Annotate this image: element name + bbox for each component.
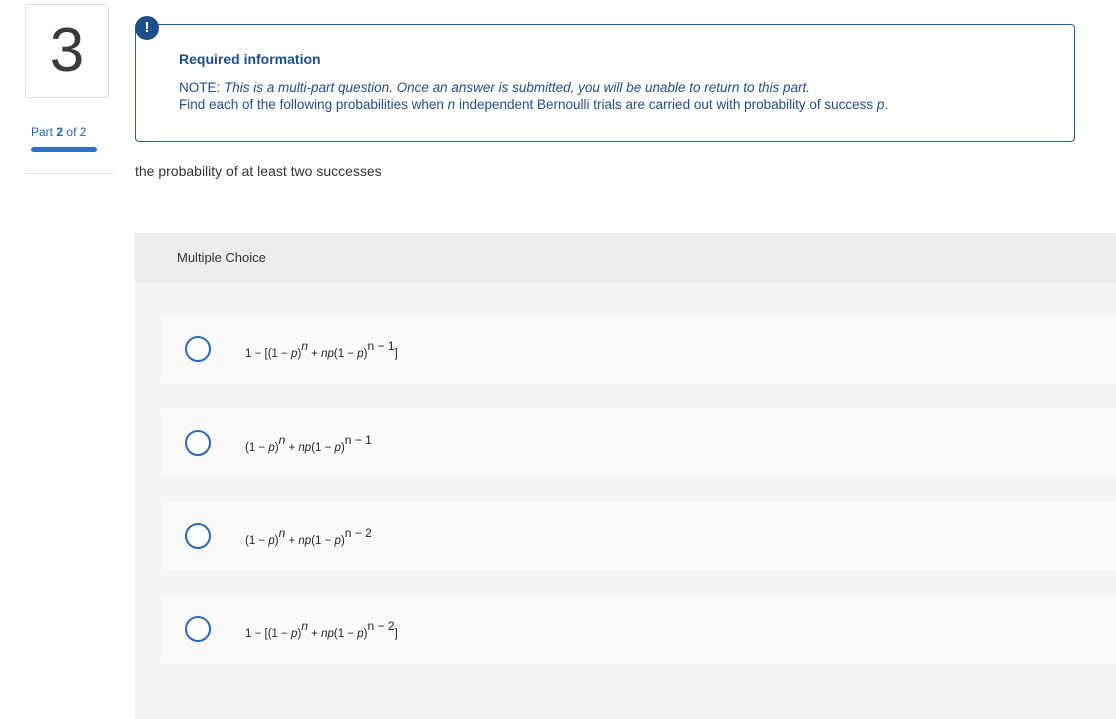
rail-divider [25, 173, 115, 174]
part-indicator [31, 125, 86, 139]
formula-part: ) [297, 627, 302, 640]
radio-button[interactable] [185, 336, 211, 362]
formula-var: p [357, 347, 364, 360]
radio-button[interactable] [185, 523, 211, 549]
formula-part: + [307, 347, 322, 360]
formula-var: p [334, 534, 341, 547]
formula-part: ) [340, 534, 345, 547]
choice-formula [245, 341, 398, 360]
formula-part: (1 − [245, 534, 269, 547]
choice-option-4[interactable] [161, 595, 1116, 663]
formula-exponent: n − 2 [367, 619, 395, 633]
instructions-text-1: Find each of the following probabilities when [179, 97, 448, 112]
note-text: This is a multi-part question. Once an answer is submitted, you will be unable to return to this part. [224, 80, 811, 95]
radio-button[interactable] [185, 430, 211, 456]
formula-exponent: n [278, 526, 286, 540]
instructions-text-3: . [884, 97, 889, 112]
formula-exponent: n [278, 433, 286, 447]
formula-var: p [357, 627, 364, 640]
note-prefix: NOTE: [179, 80, 225, 95]
formula-exponent: n [301, 619, 308, 633]
var-n: n [447, 97, 456, 112]
alert-icon: ! [135, 16, 159, 40]
formula-part: (1 − [311, 534, 335, 547]
formula-part: (1 − [333, 627, 358, 640]
formula-part: (1 − [245, 441, 269, 454]
formula-var: p [268, 534, 275, 547]
choice-formula [245, 621, 398, 640]
part-current: 2 [56, 125, 64, 139]
multiple-choice-header [135, 233, 1116, 283]
required-information-box [135, 24, 1075, 142]
multiple-choice-panel [135, 233, 1116, 719]
formula-var: np [298, 534, 312, 547]
choice-option-2[interactable] [161, 409, 1116, 477]
formula-part: (1 − [311, 441, 335, 454]
formula-var: np [321, 627, 334, 640]
choice-option-1[interactable] [161, 315, 1116, 383]
formula-var: p [334, 441, 341, 454]
formula-var: p [291, 627, 298, 640]
formula-part: ) [363, 627, 368, 640]
formula-exponent: n − 2 [344, 526, 372, 540]
info-title: Required information [179, 51, 321, 67]
info-note [179, 80, 810, 95]
question-number-box [25, 4, 109, 98]
formula-var: np [321, 347, 334, 360]
formula-part: ) [274, 441, 279, 454]
question-prompt: the probability of at least two successes [135, 163, 382, 179]
info-instructions [179, 97, 888, 112]
instructions-text-2: independent Bernoulli trials are carried out with probability of success [455, 97, 877, 112]
formula-part: ] [394, 627, 398, 640]
choice-option-3[interactable] [161, 502, 1116, 570]
formula-part: ) [363, 347, 368, 360]
choice-formula [245, 435, 372, 454]
formula-exponent: n − 1 [367, 339, 395, 353]
radio-button[interactable] [185, 616, 211, 642]
formula-var: p [268, 441, 275, 454]
formula-part: (1 − [333, 347, 358, 360]
formula-exponent: n [301, 339, 308, 353]
formula-var: np [298, 441, 312, 454]
part-total: of 2 [66, 125, 87, 139]
var-p: p [876, 97, 885, 112]
formula-exponent: n − 1 [344, 433, 372, 447]
formula-var: p [291, 347, 298, 360]
formula-part: + [285, 441, 299, 454]
formula-part: 1 − [(1 − [245, 347, 292, 360]
formula-part: ) [297, 347, 302, 360]
formula-part: ] [394, 347, 398, 360]
formula-part: ) [340, 441, 345, 454]
formula-part: ) [274, 534, 279, 547]
multiple-choice-label: Multiple Choice [177, 250, 266, 265]
part-prefix: Part [31, 125, 54, 139]
choice-formula [245, 528, 372, 547]
formula-part: + [307, 627, 322, 640]
formula-part: 1 − [(1 − [245, 627, 292, 640]
part-progress-bar [31, 147, 97, 152]
formula-part: + [285, 534, 299, 547]
question-number: 3 [49, 16, 85, 85]
choices-list [135, 283, 1116, 719]
